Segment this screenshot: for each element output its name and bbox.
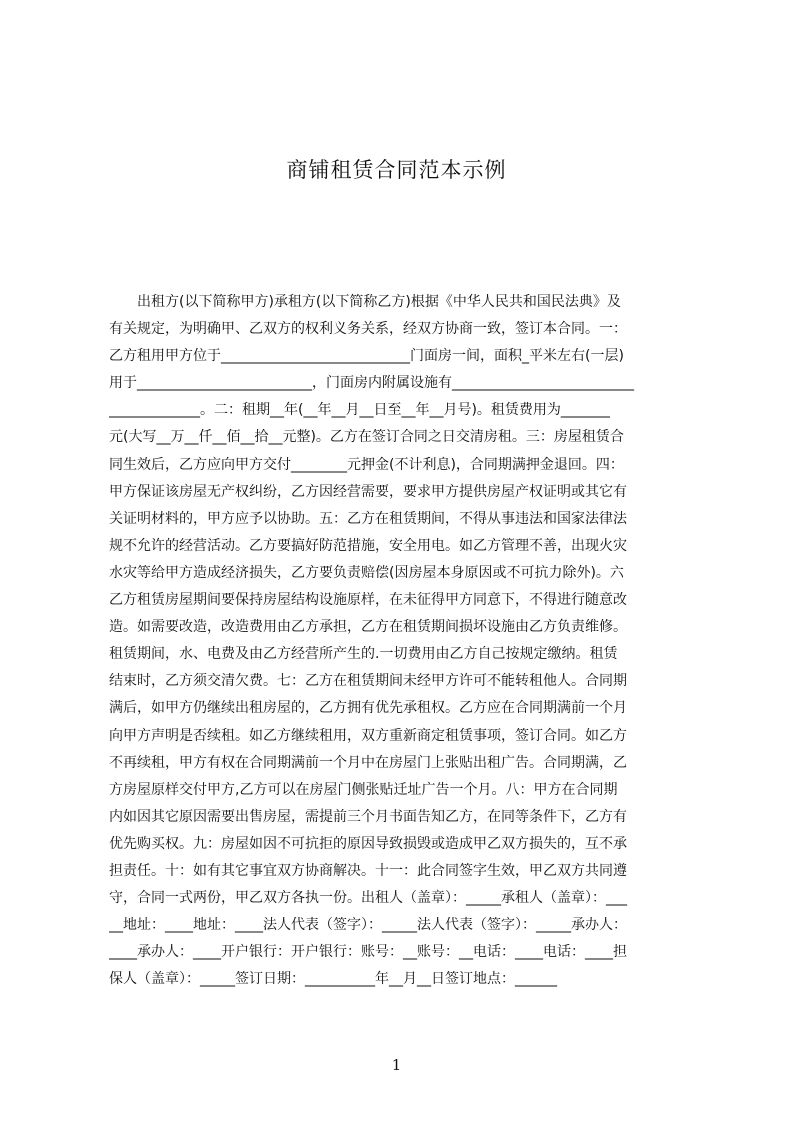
- paragraph-line: ____承办人：____开户银行：开户银行：账号：__账号：__电话：____电话：____担: [109, 944, 627, 961]
- paragraph-line: 优先购买权。九：房屋如因不可抗拒的原因导致损毁或造成甲乙双方损失的，互不承: [109, 835, 627, 852]
- paragraph-line: 不再续租，甲方有权在合同期满前一个月中在房屋门上张贴出租广告。合同期满，乙: [109, 754, 627, 771]
- paragraph-line: 结束时，乙方须交清欠费。七：乙方在租赁期间未经甲方许可不能转租他人。合同期: [109, 673, 627, 690]
- paragraph-line: 用于_________________________，门面房内附属设施有__________________________: [109, 375, 634, 392]
- paragraph-line: 内如因其它原因需要出售房屋，需提前三个月书面告知乙方，在同等条件下，乙方有: [109, 808, 627, 825]
- paragraph-line: 守，合同一式两份，甲乙双方各执一份。出租人（盖章）：_____承租人（盖章）：___: [109, 890, 627, 907]
- paragraph-line: 保人（盖章）：_____签订日期：__________年__月__日签订地点：______: [109, 971, 557, 988]
- paragraph-line: 租赁期间，水、电费及由乙方经营所产生的.一切费用由乙方自己按规定缴纳。租赁: [109, 646, 618, 663]
- paragraph-line: 有关规定，为明确甲、乙双方的权利义务关系，经双方协商一致，签订本合同。一：: [109, 321, 627, 338]
- page-number: 1: [391, 1056, 402, 1074]
- contract-body: [109, 289, 699, 989]
- paragraph-line: 规不允许的经营活动。乙方要搞好防范措施，安全用电。如乙方管理不善，出现火灾: [109, 537, 627, 554]
- paragraph-line: 关证明材料的，甲方应予以协助。五：乙方在租赁期间，不得从事违法和国家法律法: [109, 510, 627, 527]
- paragraph-line: 向甲方声明是否续租。如乙方继续租用，双方重新商定租赁事项，签订合同。如乙方: [109, 727, 627, 744]
- paragraph-line: 乙方租赁房屋期间要保持房屋结构设施原样，在未征得甲方同意下，不得进行随意改: [109, 592, 627, 609]
- paragraph-line: 乙方租用甲方位于___________________________门面房一间，面积_平米左右(一层): [109, 348, 624, 365]
- document-title: 商铺租赁合同范本示例: [286, 158, 507, 183]
- paragraph-line: 担责任。十：如有其它事宜双方协商解决。十一：此合同签字生效，甲乙双方共同遵: [109, 862, 627, 879]
- paragraph-line: 满后，如甲方仍继续出租房屋的，乙方拥有优先承租权。乙方应在合同期满前一个月: [109, 700, 627, 717]
- paragraph-line: 出租方(以下简称甲方)承租方(以下简称乙方)根据《中华人民共和国民法典》及: [109, 294, 621, 310]
- paragraph-line: _____________。二：租期__年(__年__月__日至__年__月号)。租赁费用为_______: [109, 402, 610, 419]
- paragraph-line: 同生效后，乙方应向甲方交付________元押金(不计利息)，合同期满押金退回。四：: [109, 456, 624, 473]
- paragraph-line: 造。如需要改造，改造费用由乙方承担，乙方在租赁期间损坏设施由乙方负责维修。: [109, 619, 627, 636]
- paragraph-line: 元(大写__万__仟__佰__拾__元整)。乙方在签订合同之日交清房租。三：房屋租赁合: [109, 429, 624, 446]
- paragraph-line: 方房屋原样交付甲方,乙方可以在房屋门侧张贴迁址广告一个月。八：甲方在合同期: [109, 781, 618, 798]
- paragraph-line: 水灾等给甲方造成经济损失，乙方要负责赔偿(因房屋本身原因或不可抗力除外)。六: [109, 564, 624, 581]
- paragraph-line: __地址：____地址：____法人代表（签字）：_____法人代表（签字）：_____承办人：: [109, 917, 627, 934]
- paragraph-line: 甲方保证该房屋无产权纠纷，乙方因经营需要，要求甲方提供房屋产权证明或其它有: [109, 483, 627, 500]
